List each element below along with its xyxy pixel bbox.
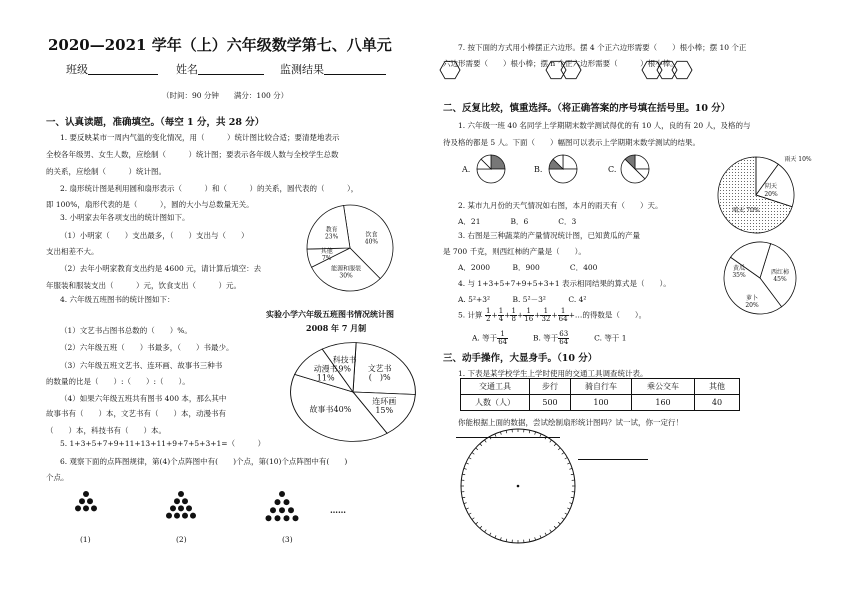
dot <box>91 505 97 511</box>
q1-line-1: 1. 要反映某市一周内气温的变化情况，用（ ）统计图比较合适；要清楚地表示 <box>60 133 340 142</box>
hexagon-patterns <box>462 54 822 84</box>
slice-label: 9% <box>338 364 352 374</box>
table-cell: 160 <box>632 395 695 411</box>
dot-label-1: (1) <box>80 535 91 544</box>
dot <box>182 513 188 519</box>
vegetable-pie-chart <box>722 240 802 320</box>
table-cell: 500 <box>530 395 571 411</box>
q1-line-2: 全校各年级男、女生人数，应绘制（ ）统计图；要表示各年级人数与全校学生总数 <box>46 150 339 159</box>
s2-q4-options: A. 5²+3² B. 5²－3² C. 4² <box>458 295 587 304</box>
slice-label: 其他 <box>320 247 333 255</box>
slice-label: 40% <box>364 238 379 246</box>
pie-slice <box>635 155 649 169</box>
q1-line-3: 的关系，应绘制（ ）统计图。 <box>46 167 166 176</box>
s2-q5-options: A. 等于 $\frac{1}{64}$ B. 等于 $\frac{63}{64}$ C. 等于 1 <box>472 330 627 346</box>
q3-line-2: （1）小明家（ ）支出最多，（ ）支出与（ ） <box>60 231 249 240</box>
dot <box>174 513 180 519</box>
class-field[interactable]: 班级 <box>66 64 158 75</box>
dot-ellipsis: …… <box>330 505 346 515</box>
section-1-heading: 一、认真读题，准确填空。（每空 1 分，共 28 分） <box>46 117 265 128</box>
hexagon <box>672 61 692 78</box>
q2-line-2: 即 100%，扇形代表的是（ ），圆的大小与总数量无关。 <box>46 200 254 209</box>
q6-line-1: 6. 观察下面的点阵图规律，第(4)个点阵图中有( )个点，第(10)个点阵图中有( ) <box>60 457 348 466</box>
table-cell: 人数（人） <box>461 395 530 411</box>
table-cell: 40 <box>695 395 740 411</box>
dot <box>83 505 89 511</box>
option-a-pie <box>476 154 506 184</box>
table-header-cell: 步行 <box>530 379 571 395</box>
slice-label: 萝卜 <box>745 295 759 302</box>
q3-line-3: 支出相差不大。 <box>46 247 99 256</box>
section-2-heading: 二、反复比较，慎重选择。（将正确答案的序号填在括号里。10 分） <box>443 103 731 114</box>
dot <box>190 513 196 519</box>
dot <box>178 491 184 497</box>
hexagon <box>642 61 662 78</box>
slice-label: 15% <box>375 406 394 416</box>
table-header-cell: 骑自行车 <box>571 379 632 395</box>
q5-line: 5. 1+3+5+7+9+11+13+11+9+7+5+3+1=（ ） <box>60 439 266 448</box>
q4-line-6: （4）如果六年级五班共有图书 400 本，那么其中 <box>60 394 227 403</box>
slice-label: 故事书40% <box>309 405 352 415</box>
pie-slice <box>491 155 505 169</box>
s3-instruction: 你能根据上面的数据，尝试绘制扇形统计图吗？试一试，你一定行！ <box>458 418 683 427</box>
slice-label: 20% <box>764 191 778 198</box>
slice-label: 晴天 70% <box>732 207 760 214</box>
dot <box>79 498 85 504</box>
s2-q1-line-2: 待及格的都是 5 人。下面（ ）幅图可以表示上学期期末数学测试的结果。 <box>443 138 701 147</box>
dot <box>275 499 281 505</box>
slice-label: 20% <box>745 302 759 309</box>
hexagon <box>546 61 566 78</box>
dot <box>174 498 180 504</box>
dot <box>293 515 299 521</box>
pie-slice <box>549 169 577 183</box>
slice-label: 能源和服装 <box>331 265 362 273</box>
result-field[interactable]: 监测结果 <box>280 64 386 75</box>
s2-q3-line-2: 是 700 千克，则西红柿的产量是（ ）。 <box>443 247 586 256</box>
q7-line-2: 六边形需要（ ）根小棒；摆 n 个正六边形需要（ ）根小棒。 <box>443 59 678 68</box>
q4-line-3: （2）六年级五班（ ）书最多，（ ）书最少。 <box>60 343 234 352</box>
answer-line[interactable] <box>578 459 648 460</box>
table-header-cell: 其他 <box>695 379 740 395</box>
q4-line-5: 的数量的比是（ ）:（ ）:（ ）。 <box>46 377 190 386</box>
weather-pie-chart <box>716 150 826 240</box>
slice-label: 阴天 <box>764 183 778 190</box>
dot <box>284 499 290 505</box>
q4-line-4: （3）六年级五班文艺书、连环画、故事书三种书 <box>60 361 223 370</box>
dot <box>270 507 276 513</box>
dot <box>186 505 192 511</box>
q4-line-1: 4. 六年级五班图书的统计图如下： <box>60 295 175 304</box>
dot <box>178 505 184 511</box>
s3-q1-line: 1. 下表是某学校学生上学时使用的交通工具调查统计表。 <box>458 369 648 378</box>
dot <box>266 515 272 521</box>
slice-label: 黄瓜 <box>732 265 746 272</box>
s2-q5-line: 5. 计算 $\frac{1}{2}$ + $\frac{1}{4}$ + $\frac{1}{8}$ + $\frac{1}{16}$ + $\frac{1}{32}$ + $\frac{1}{64}$ +…的得数是（ ）。 <box>458 307 647 323</box>
dot-label-2: (2) <box>176 535 187 544</box>
option-b-label: B. <box>534 165 543 174</box>
option-c-pie <box>620 154 650 184</box>
q7-line-1: 7. 按下面的方式用小棒摆正六边形。摆 4 个正六边形需要（ ）根小棒；摆 10 个正 <box>458 43 747 52</box>
book-chart-date: 2008 年 7 月制 <box>306 323 367 333</box>
table-header-cell: 交通工具 <box>461 379 530 395</box>
table-row <box>461 395 740 411</box>
dot <box>166 513 172 519</box>
dot <box>182 498 188 504</box>
book-pie-chart <box>288 337 418 447</box>
page-title: 2020—2021 学年（上）六年级数学第七、八单元 <box>48 36 392 54</box>
name-field[interactable]: 姓名 <box>176 64 264 75</box>
slice-label: 45% <box>773 276 787 283</box>
slice-label: 雨天 10% <box>784 156 812 163</box>
dot <box>83 491 89 497</box>
table-cell: 100 <box>571 395 632 411</box>
q2-line-1: 2. 扇形统计图是利用圆和扇形表示（ ）和（ ）的关系，圆代表的（ ）， <box>60 184 359 193</box>
slice-label: 教育 <box>325 226 338 234</box>
q3-line-1: 3. 小明家去年各项支出的统计图如下。 <box>60 213 190 222</box>
slice-label: 连环画 <box>372 397 397 407</box>
slice-label: ( )% <box>368 372 391 382</box>
slice-label: 西红柿 <box>770 269 790 276</box>
dot <box>275 515 281 521</box>
dot <box>170 505 176 511</box>
dot <box>75 505 81 511</box>
q6-line-2: 个点。 <box>46 473 69 482</box>
dot <box>279 491 285 497</box>
q4-line-7: 故事书有（ ）本，文艺书有（ ）本，动漫书有 <box>46 409 226 418</box>
s2-q3-line-1: 3. 右图是三种蔬菜的产量情况统计图，已知黄瓜的产量 <box>458 231 641 240</box>
q4-line-8: （ ）本，科技书有（ ）本。 <box>46 426 166 435</box>
time-info: （时间：90 分钟 满分：100 分） <box>162 91 289 100</box>
q3-line-4: （2）去年小明家教育支出约是 4600 元，请计算后填空：去 <box>60 264 262 273</box>
slice-label: 文艺书 <box>367 363 392 373</box>
option-a-label: A. <box>462 165 471 174</box>
s2-q1-line-1: 1. 六年级一班 40 名同学上学期期末数学测试得优的有 10 人，良的有 20 人，及格的与 <box>458 121 751 130</box>
q4-line-2: （1）文艺书占图书总数的（ ）%。 <box>60 326 192 335</box>
pie-slice <box>563 155 577 169</box>
table-header-cell: 乘公交车 <box>632 379 695 395</box>
dot-arrays <box>66 488 406 528</box>
s2-q4-line: 4. 与 1+3+5+7+9+5+3+1 表示相同结果的算式是（ ）。 <box>458 279 671 288</box>
table-row <box>461 379 740 395</box>
s2-q3-options: A．2000 B．900 C．400 <box>458 263 598 272</box>
option-c-label: C. <box>608 165 617 174</box>
dot-label-3: (3) <box>282 535 293 544</box>
book-chart-title: 实验小学六年级五班图书情况统计图 <box>266 309 394 319</box>
transport-table <box>460 378 740 411</box>
slice-label: 饮食 <box>365 231 378 239</box>
pie-slice <box>477 169 505 183</box>
slice-label: 30% <box>339 272 353 280</box>
hexagon <box>657 61 677 78</box>
slice-label: 35% <box>732 272 746 279</box>
slice-label: 科技书 <box>332 355 357 365</box>
option-b-pie <box>548 154 578 184</box>
q3-line-5: 年服装和服装支出（ ）元，饮食支出（ ）元。 <box>46 281 241 290</box>
blank-pie-circle[interactable] <box>458 426 578 546</box>
slice-label: 11% <box>316 373 335 383</box>
dot <box>87 498 93 504</box>
section-3-heading: 三、动手操作，大显身手。（10 分） <box>443 353 598 364</box>
slice-label: 7% <box>321 254 332 262</box>
slice-label: 动漫书 <box>313 364 338 374</box>
s2-q2-line: 2. 某市九月份的天气情况如右图，本月的雨天有（ ）天。 <box>458 201 663 210</box>
expense-pie-chart <box>305 203 395 293</box>
dot <box>284 515 290 521</box>
dot <box>288 507 294 513</box>
dot <box>279 507 285 513</box>
hexagon <box>561 61 581 78</box>
slice-label: 23% <box>324 233 339 241</box>
s2-q2-options: A．21 B．6 C．3 <box>458 217 577 226</box>
